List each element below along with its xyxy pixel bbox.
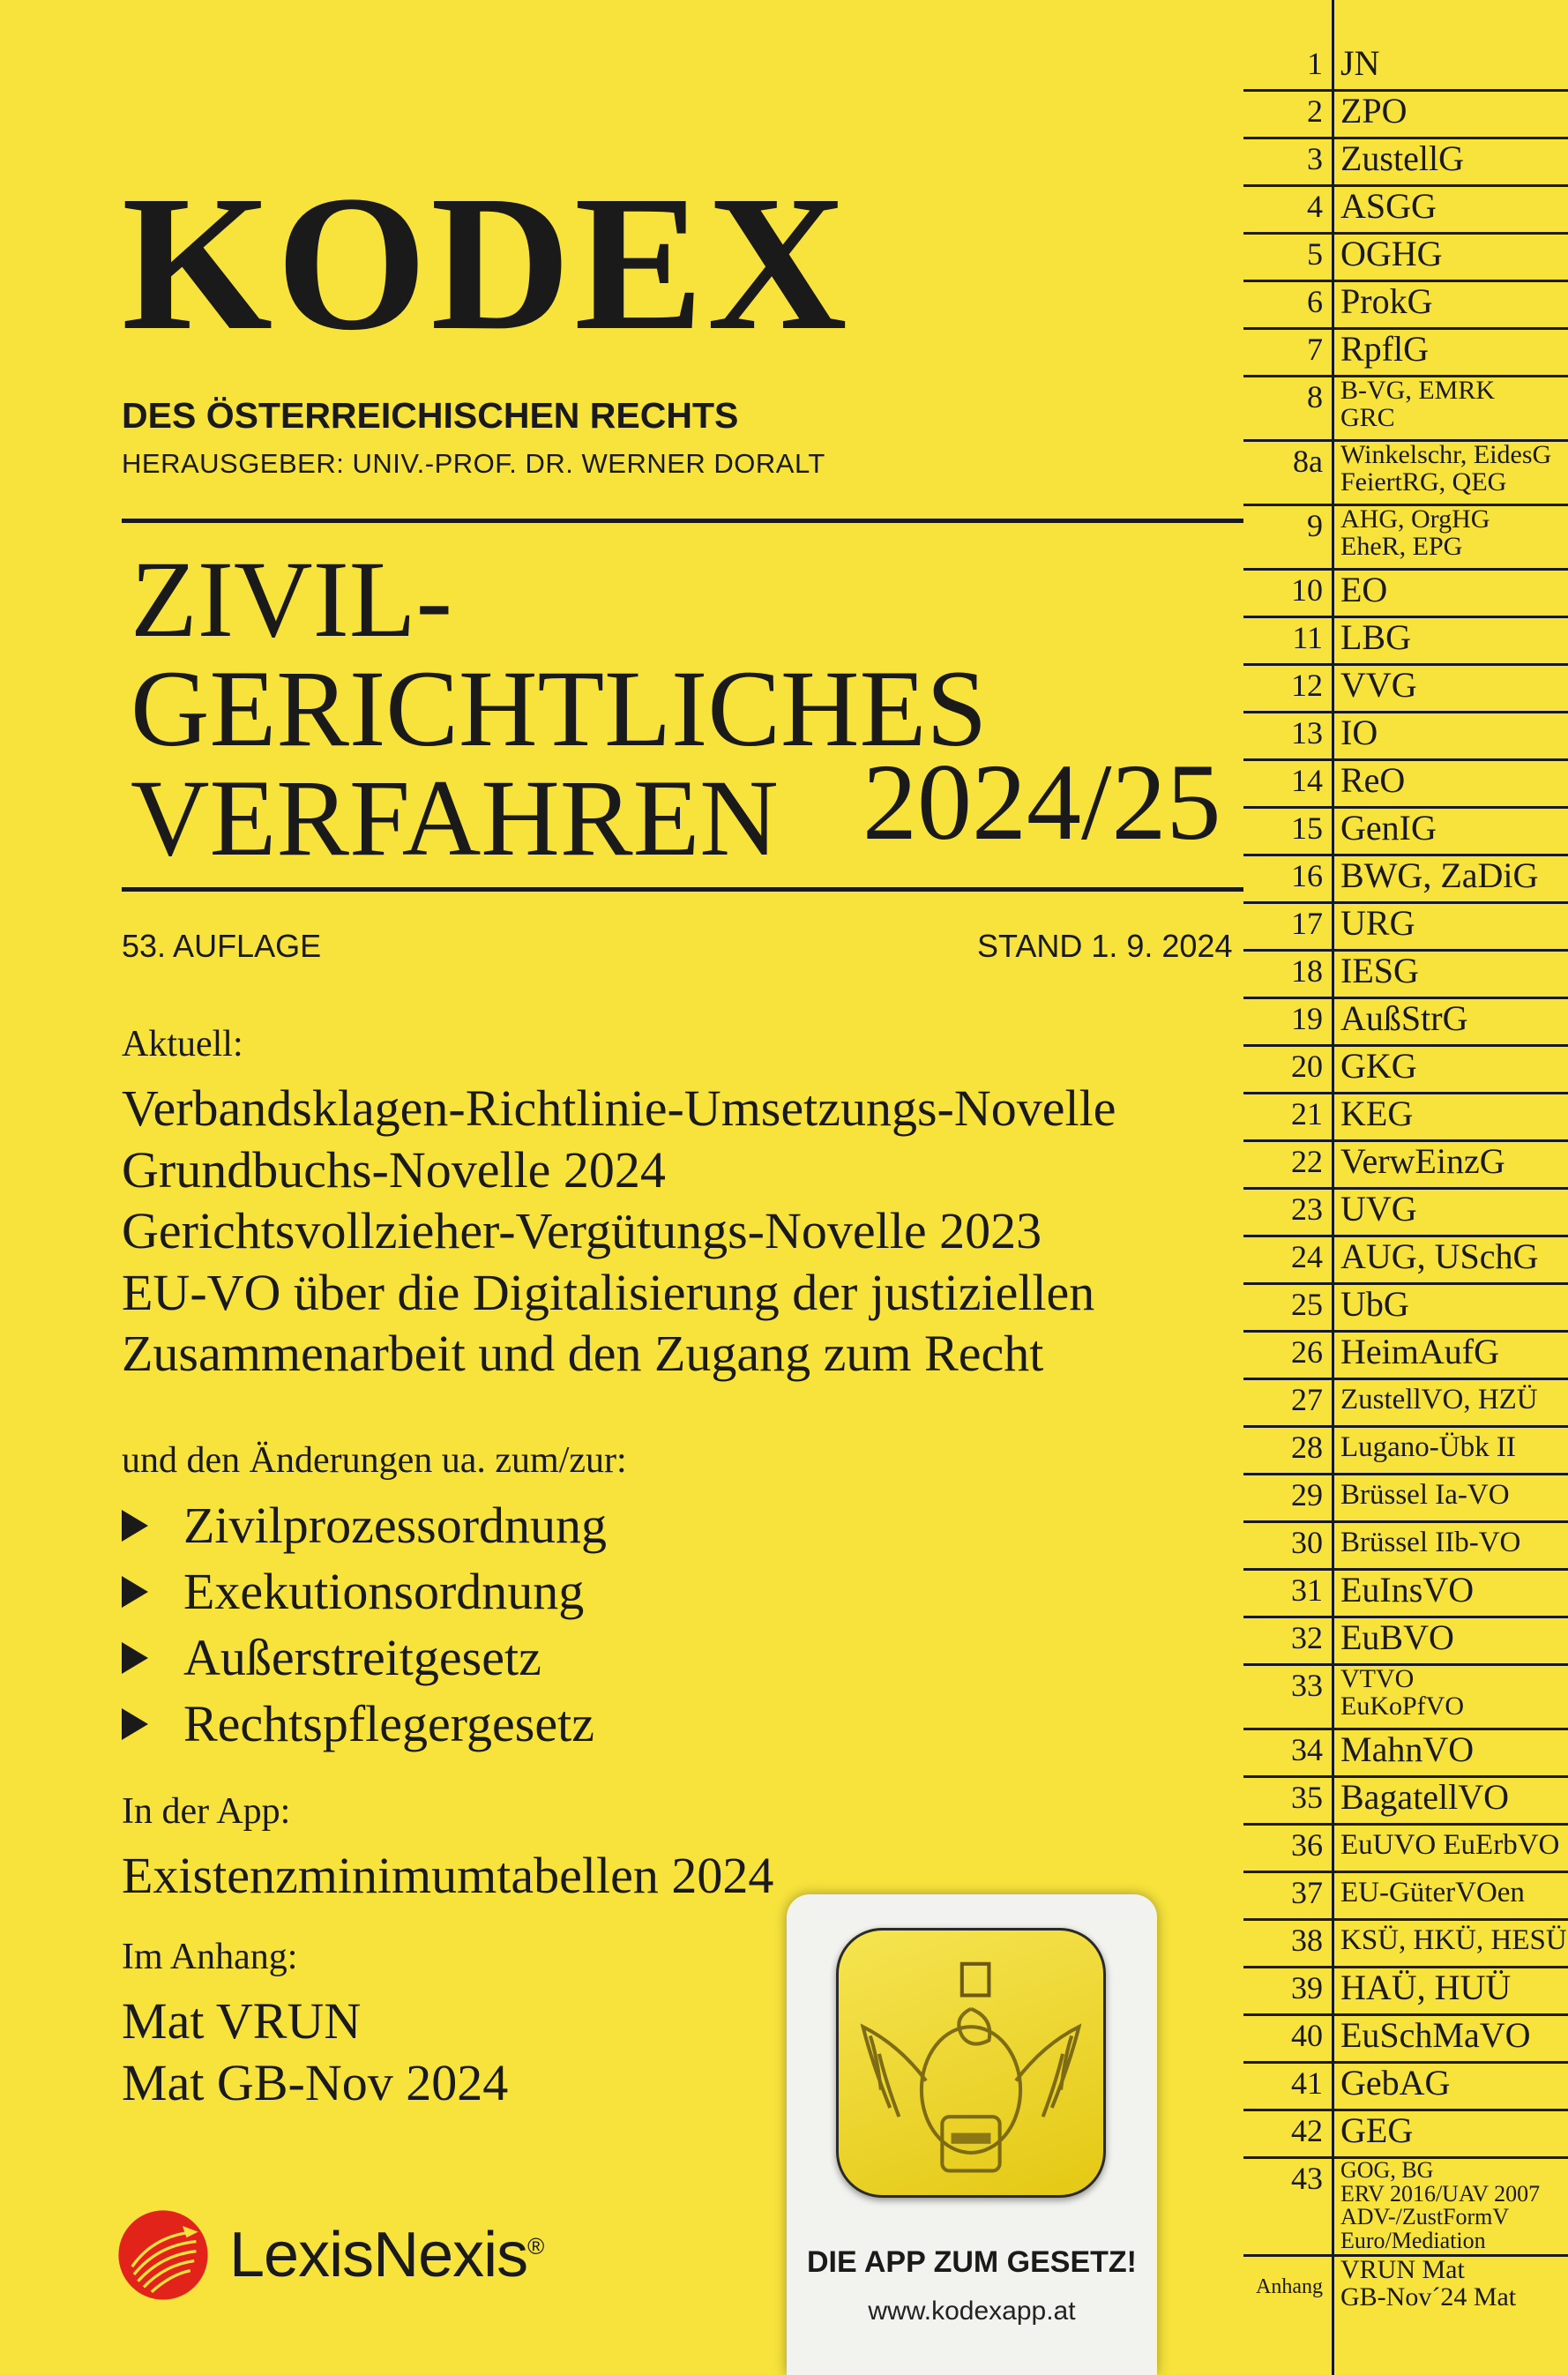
register-row: [1243, 377, 1568, 442]
register-row: [1243, 1094, 1568, 1142]
register-row: [1243, 2159, 1568, 2257]
register-number: 21: [1291, 1096, 1323, 1131]
register-row: [1243, 330, 1568, 377]
title-line: GERICHTLICHES: [131, 648, 988, 769]
anhang-list: [122, 1990, 508, 2113]
brand-title: KODEX: [122, 155, 851, 370]
register-row: [1243, 2064, 1568, 2111]
register-entry: [1332, 1428, 1568, 1473]
book-title: [131, 539, 988, 878]
register-row: [1243, 282, 1568, 330]
triangle-bullet-icon: [122, 1576, 148, 1608]
register-number: 7: [1307, 332, 1323, 367]
register-number: 23: [1291, 1191, 1323, 1227]
register-entry-line: GRC: [1340, 402, 1395, 432]
register-number: 38: [1291, 1923, 1323, 1958]
register-number: 28: [1291, 1430, 1323, 1465]
register-entry: [1332, 92, 1568, 137]
register-entry: [1332, 1730, 1568, 1775]
aktuell-list: [122, 1078, 1116, 1385]
triangle-bullet-icon: [122, 1642, 148, 1674]
register-entry-line: ASGG: [1340, 186, 1437, 226]
register-row: [1243, 1778, 1568, 1826]
register-row: [1243, 2016, 1568, 2064]
register-entry: [1332, 1285, 1568, 1330]
register-entry-line: GKG: [1340, 1046, 1417, 1086]
register-entry-line: GEG: [1340, 2110, 1414, 2150]
register-row: [1243, 1142, 1568, 1190]
register-entry-line: IO: [1340, 713, 1378, 752]
register-entry-line: Brüssel Ia-VO: [1340, 1479, 1510, 1511]
aktuell-item: Grundbuchs-Novelle 2024: [122, 1140, 666, 1199]
title-line: VERFAHREN: [131, 758, 779, 878]
register-entry: [1332, 618, 1568, 663]
register-number: 22: [1291, 1144, 1323, 1179]
register-entry-line: UVG: [1340, 1189, 1417, 1229]
register-number: 1: [1307, 46, 1323, 81]
register-row: [1243, 999, 1568, 1047]
register-entry: [1332, 377, 1568, 439]
register-entry-line: VTVO: [1340, 1664, 1415, 1693]
eagle-emblem-icon: [836, 1928, 1106, 2198]
register-entry-line: EuKoPfVO: [1340, 1691, 1464, 1721]
register-number: 2: [1307, 93, 1323, 129]
changes-item-label: Rechtspflegergesetz: [183, 1695, 594, 1752]
book-year: 2024/25: [862, 742, 1221, 863]
register-row: [1243, 1523, 1568, 1571]
register-entry: [1332, 2257, 1568, 2324]
register-entry: [1332, 1778, 1568, 1823]
register-number: 4: [1307, 189, 1323, 224]
register-row: [1243, 1921, 1568, 1968]
register-entry-line: ZPO: [1340, 91, 1407, 131]
changes-label: und den Änderungen ua. zum/zur:: [122, 1440, 627, 1481]
register-number: 12: [1291, 668, 1323, 703]
changes-item-label: Exekutionsordnung: [183, 1563, 585, 1620]
anhang-label: Im Anhang:: [122, 1937, 298, 1977]
register-row: [1243, 713, 1568, 761]
register-entry: [1332, 713, 1568, 758]
register-entry: [1332, 809, 1568, 854]
register-entry-line: FeiertRG, QEG: [1340, 467, 1507, 497]
register-row: [1243, 1730, 1568, 1778]
divider-bottom: [122, 887, 1243, 892]
register-number: 10: [1291, 572, 1323, 608]
register-number: 18: [1291, 953, 1323, 989]
register-number: 43: [1291, 2161, 1323, 2196]
changes-item-label: Zivilprozessordnung: [183, 1497, 608, 1554]
register-entry-line: EO: [1340, 570, 1388, 609]
register-number: 30: [1291, 1525, 1323, 1560]
register-number: 26: [1291, 1334, 1323, 1370]
triangle-bullet-icon: [122, 1708, 148, 1740]
register-entry-line: ReO: [1340, 760, 1406, 800]
register-entry: [1332, 1047, 1568, 1092]
register-entry-line: GenIG: [1340, 808, 1437, 848]
register-row: [1243, 1047, 1568, 1094]
register-row: [1243, 139, 1568, 187]
register-entry: [1332, 1873, 1568, 1918]
aktuell-item: Zusammenarbeit und den Zugang zum Recht: [122, 1325, 1044, 1383]
aktuell-item: EU-VO über die Digitalisierung der justiziellen: [122, 1263, 1095, 1321]
register-entry-line: EuUVO EuErbVO: [1340, 1829, 1560, 1861]
register-row: [1243, 666, 1568, 713]
app-promo-card: [787, 1894, 1157, 2375]
register-entry: [1332, 1237, 1568, 1282]
register-entry: [1332, 2159, 1568, 2254]
app-slogan: DIE APP ZUM GESETZ!: [806, 2245, 1138, 2279]
register-row: [1243, 904, 1568, 952]
triangle-bullet-icon: [122, 1510, 148, 1542]
register-number: 36: [1291, 1827, 1323, 1863]
register-row: [1243, 1826, 1568, 1873]
register-number: 3: [1307, 141, 1323, 176]
register-entry: [1332, 904, 1568, 949]
title-line: ZIVIL-: [131, 539, 452, 660]
register-row: [1243, 44, 1568, 92]
register-number: 5: [1307, 236, 1323, 272]
register-row: [1243, 1873, 1568, 1921]
changes-item: [122, 1691, 607, 1757]
register-entry-line: GB-Nov´24 Mat: [1340, 2282, 1517, 2312]
register-row: [1243, 235, 1568, 282]
register-entry: [1332, 1190, 1568, 1235]
register-entry-line: Euro/Mediation: [1340, 2227, 1486, 2253]
register-number: 42: [1291, 2113, 1323, 2148]
register-number: 27: [1291, 1382, 1323, 1417]
register-entry: [1332, 235, 1568, 280]
register-entry: [1332, 1666, 1568, 1728]
register-entry: [1332, 1142, 1568, 1187]
register-row: [1243, 571, 1568, 618]
register-index: [1243, 44, 1568, 2324]
publisher-logo: [115, 2207, 543, 2304]
register-entry: [1332, 1968, 1568, 2013]
register-entry-line: EheR, EPG: [1340, 531, 1463, 561]
register-entry-line: VRUN Mat: [1340, 2255, 1465, 2284]
register-row: [1243, 952, 1568, 999]
register-entry-line: AußStrG: [1340, 998, 1468, 1038]
register-entry-line: GebAG: [1340, 2063, 1451, 2102]
register-number: 19: [1291, 1001, 1323, 1036]
series-subtitle: DES ÖSTERREICHISCHEN RECHTS: [122, 395, 739, 436]
register-row: [1243, 1333, 1568, 1380]
register-entry-line: ZustellG: [1340, 138, 1464, 178]
anhang-item: Mat VRUN: [122, 1992, 362, 2050]
register-entry-line: KSÜ, HKÜ, HESÜ: [1340, 1924, 1567, 1956]
register-row: [1243, 1237, 1568, 1285]
register-entry-line: BagatellVO: [1340, 1777, 1510, 1817]
register-number: 32: [1291, 1620, 1323, 1655]
aktuell-item: Verbandsklagen-Richtlinie-Umsetzungs-Novelle: [122, 1079, 1116, 1137]
register-number: 11: [1292, 620, 1323, 655]
edition-label: 53. AUFLAGE: [122, 928, 322, 964]
register-entry-line: URG: [1340, 903, 1415, 943]
register-entry-line: ProkG: [1340, 281, 1433, 321]
register-entry: [1332, 139, 1568, 184]
register-row: [1243, 1428, 1568, 1475]
editor-line: HERAUSGEBER: UNIV.-PROF. DR. WERNER DORALT: [122, 448, 825, 479]
register-number: 41: [1291, 2065, 1323, 2101]
register-entry-line: HAÜ, HUÜ: [1340, 1968, 1512, 2007]
register-entry-line: BWG, ZaDiG: [1340, 855, 1539, 895]
register-entry: [1332, 2016, 1568, 2061]
register-number: 14: [1291, 763, 1323, 798]
register-entry-line: Winkelschr, EidesG: [1340, 440, 1552, 469]
lexisnexis-logo-icon: [115, 2207, 212, 2304]
register-entry: [1332, 2064, 1568, 2109]
register-entry-line: UbG: [1340, 1284, 1409, 1324]
register-row: [1243, 506, 1568, 571]
register-number: 31: [1291, 1572, 1323, 1608]
register-entry-line: EuSchMaVO: [1340, 2015, 1531, 2055]
register-entry-line: Lugano-Übk II: [1340, 1431, 1516, 1463]
app-url: www.kodexapp.at: [868, 2297, 1076, 2326]
register-entry: [1332, 44, 1568, 89]
changes-item: [122, 1558, 607, 1624]
register-entry: [1332, 1333, 1568, 1378]
register-row: [1243, 1571, 1568, 1618]
register-number: 9: [1307, 508, 1323, 543]
register-entry: [1332, 761, 1568, 806]
register-number: 37: [1291, 1875, 1323, 1910]
register-row: [1243, 856, 1568, 904]
register-entry: [1332, 2111, 1568, 2156]
stand-date: STAND 1. 9. 2024: [977, 928, 1233, 964]
register-entry: [1332, 442, 1568, 504]
register-row: [1243, 1190, 1568, 1237]
register-entry-line: OGHG: [1340, 234, 1443, 273]
register-entry-line: AUG, USchG: [1340, 1236, 1539, 1276]
app-item: Existenzminimumtabellen 2024: [122, 1847, 774, 1904]
register-entry-line: ADV-/ZustFormV: [1340, 2204, 1510, 2230]
register-number: 20: [1291, 1049, 1323, 1084]
register-entry-line: EU-GüterVOen: [1340, 1877, 1525, 1908]
register-row: [1243, 1666, 1568, 1730]
register-row: [1243, 1475, 1568, 1523]
register-row: [1243, 187, 1568, 235]
register-entry: [1332, 999, 1568, 1044]
changes-item: [122, 1492, 607, 1558]
anhang-item: Mat GB-Nov 2024: [122, 2053, 509, 2111]
register-number: 13: [1291, 715, 1323, 751]
register-entry: [1332, 506, 1568, 568]
register-row: [1243, 761, 1568, 809]
register-row: [1243, 1380, 1568, 1428]
aktuell-label: Aktuell:: [122, 1024, 243, 1064]
register-row: [1243, 2111, 1568, 2159]
register-row: [1243, 809, 1568, 856]
register-number: 15: [1291, 810, 1323, 846]
register-entry: [1332, 1571, 1568, 1616]
register-row: [1243, 1618, 1568, 1666]
register-row: [1243, 442, 1568, 506]
register-entry-line: GOG, BG: [1340, 2157, 1434, 2183]
register-entry-line: VVG: [1340, 665, 1417, 705]
register-row: [1243, 1968, 1568, 2016]
register-entry: [1332, 330, 1568, 375]
register-entry-line: JN: [1340, 43, 1380, 83]
register-entry: [1332, 1380, 1568, 1425]
register-number: 34: [1291, 1732, 1323, 1767]
divider-top: [122, 519, 1243, 523]
register-number: 17: [1291, 906, 1323, 941]
aktuell-item: Gerichtsvollzieher-Vergütungs-Novelle 2023: [122, 1202, 1042, 1260]
register-entry: [1332, 1921, 1568, 1966]
changes-list: [122, 1492, 607, 1757]
register-entry-line: B-VG, EMRK: [1340, 376, 1496, 405]
register-entry: [1332, 1523, 1568, 1568]
register-number: 6: [1307, 284, 1323, 319]
register-entry-line: ERV 2016/UAV 2007: [1340, 2180, 1541, 2207]
register-number: 33: [1291, 1668, 1323, 1703]
register-entry: [1332, 187, 1568, 232]
register-entry-line: VerwEinzG: [1340, 1141, 1505, 1181]
register-entry-line: LBG: [1340, 617, 1411, 657]
register-number: 8a: [1293, 444, 1323, 479]
register-entry-line: ZustellVO, HZÜ: [1340, 1384, 1538, 1415]
register-number: 40: [1291, 2018, 1323, 2053]
app-icon: [836, 1928, 1106, 2198]
register-entry: [1332, 1094, 1568, 1139]
register-entry-line: Brüssel IIb-VO: [1340, 1527, 1521, 1558]
register-entry-line: HeimAufG: [1340, 1332, 1499, 1371]
register-number: 16: [1291, 858, 1323, 893]
register-entry: [1332, 1475, 1568, 1520]
register-row: [1243, 92, 1568, 139]
register-entry: [1332, 856, 1568, 901]
publisher-name: LexisNexis®: [229, 2220, 544, 2290]
register-entry: [1332, 952, 1568, 997]
register-entry: [1332, 282, 1568, 327]
register-entry: [1332, 1826, 1568, 1871]
register-number: 8: [1307, 379, 1323, 415]
register-number: 29: [1291, 1477, 1323, 1512]
app-label: In der App:: [122, 1791, 291, 1832]
register-row: [1243, 618, 1568, 666]
changes-item-label: Außerstreitgesetz: [183, 1629, 541, 1686]
register-entry-line: MahnVO: [1340, 1729, 1475, 1769]
register-entry-line: AHG, OrgHG: [1340, 504, 1490, 534]
register-number: 39: [1291, 1970, 1323, 2005]
register-entry: [1332, 571, 1568, 616]
register-entry-line: IESG: [1340, 951, 1419, 990]
register-entry-line: RpflG: [1340, 329, 1429, 369]
register-entry: [1332, 666, 1568, 711]
register-entry-line: KEG: [1340, 1094, 1414, 1133]
register-row: [1243, 2257, 1568, 2324]
register-number: 25: [1291, 1287, 1323, 1322]
register-number: 24: [1291, 1239, 1323, 1274]
register-entry: [1332, 1618, 1568, 1663]
register-number: Anhang: [1256, 2275, 1323, 2298]
register-row: [1243, 1285, 1568, 1333]
register-number: 35: [1291, 1780, 1323, 1815]
changes-item: [122, 1624, 607, 1691]
register-entry-line: EuInsVO: [1340, 1570, 1475, 1609]
register-entry-line: EuBVO: [1340, 1617, 1454, 1657]
